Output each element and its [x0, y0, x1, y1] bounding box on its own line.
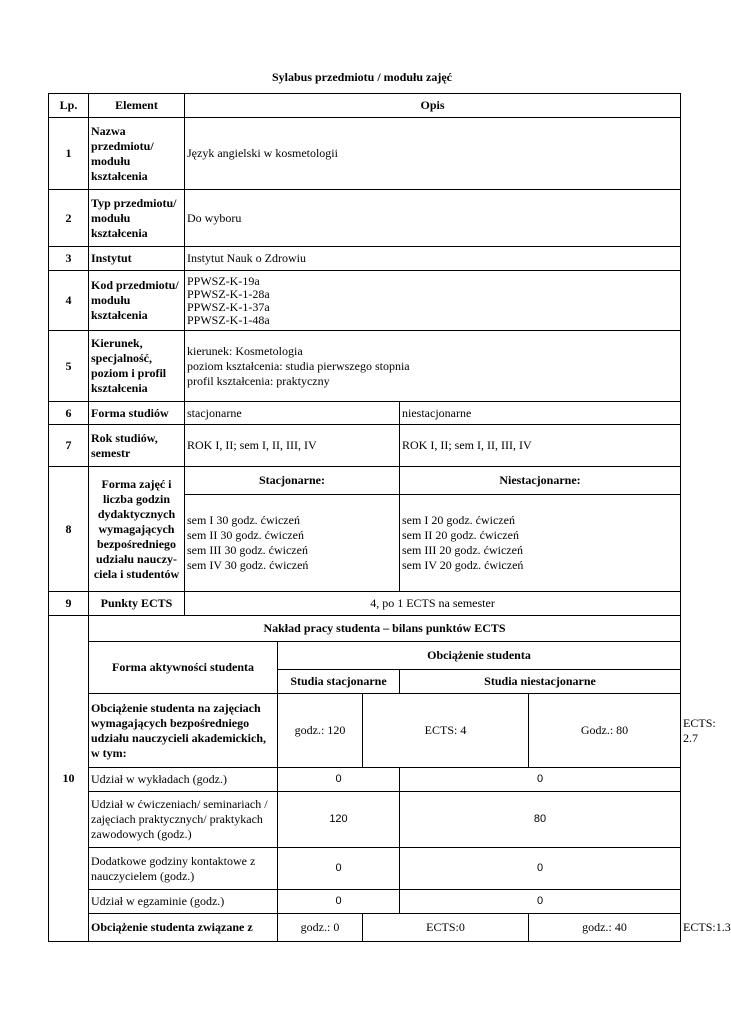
stac-godz: godz.: 0: [278, 914, 363, 942]
forma-aktywnosci-header: Forma aktywności studenta: [89, 642, 278, 694]
niestac-value: 80: [400, 792, 681, 848]
row-number: 7: [49, 425, 89, 467]
stac-godz: godz.: 120: [278, 694, 363, 768]
row-number: 3: [49, 247, 89, 271]
table-row: Obciążenie studenta związane z godz.: 0 ECTS:0 godz.: 40 ECTS:1.3: [49, 914, 681, 942]
table-row: Obciążenie studenta na zajęciach wymagających bezpośredniego udziału nauczycieli akademickich, w tym: godz.: 120 ECTS: 4 Godz.: 80 ECTS: 2.7: [49, 694, 681, 768]
niestac-godz: Godz.: 80: [529, 694, 681, 768]
table-header-row: [49, 94, 681, 118]
workload-label: Dodatkowe godziny kontaktowe z nauczycielem (godz.): [89, 848, 278, 890]
stac-value: 0: [278, 890, 400, 914]
syllabus-table: [48, 93, 731, 942]
table-row: [49, 768, 681, 792]
row-element: Forma zajęć i liczba godzin dydaktycznych wymagających bezpośredniego udziału nauczy-ciela i studentów: [89, 467, 185, 592]
table-row: [49, 190, 681, 247]
workload-label: Udział w wykładach (godz.): [89, 768, 278, 792]
row-element: Forma studiów: [89, 402, 185, 425]
row-element: Typ przedmiotu/ modułu kształcenia: [89, 190, 185, 247]
stac-value: 120: [278, 792, 400, 848]
row-number: 2: [49, 190, 89, 247]
row-element: Kierunek, specjalność, poziom i profil kształcenia: [89, 331, 185, 402]
row-number: 4: [49, 271, 89, 331]
header-lp: Lp.: [49, 94, 89, 118]
stac-ects: ECTS: 4: [363, 694, 529, 768]
row-niestacjonarne: ROK I, II; sem I, II, III, IV: [400, 425, 681, 467]
row-opis: 4, po 1 ECTS na semester: [185, 592, 681, 616]
row-opis: Język angielski w kosmetologii: [185, 118, 681, 190]
row-number: 1: [49, 118, 89, 190]
workload-label: Obciążenie studenta na zajęciach wymagających bezpośredniego udziału nauczycieli akademickich, w tym:: [89, 694, 278, 768]
table-row: [49, 402, 681, 425]
table-row: [49, 848, 681, 890]
row-stacjonarne: ROK I, II; sem I, II, III, IV: [185, 425, 400, 467]
workload-label: Udział w egzaminie (godz.): [89, 890, 278, 914]
row-niestacjonarne: sem I 20 godz. ćwiczeń sem II 20 godz. ćwiczeń sem III 20 godz. ćwiczeń sem IV 20 godz. ćwiczeń: [400, 495, 681, 592]
niestac-value: 0: [400, 848, 681, 890]
row-number: 5: [49, 331, 89, 402]
row-element: Punkty ECTS: [89, 592, 185, 616]
studia-stacjonarne-header: Studia stacjonarne: [278, 670, 400, 694]
row-opis: kierunek: Kosmetologia poziom kształcenia: studia pierwszego stopnia profil kształcenia: praktyczny: [185, 331, 681, 402]
workload-label: Udział w ćwiczeniach/ seminariach / zajęciach praktycznych/ praktykach zawodowych (godz.): [89, 792, 278, 848]
niestac-value: 0: [400, 890, 681, 914]
row-element: Rok studiów, semestr: [89, 425, 185, 467]
studia-niestacjonarne-header: Studia niestacjonarne: [400, 670, 681, 694]
table-row: [49, 118, 681, 190]
stac-ects: ECTS:0: [363, 914, 529, 942]
row-element: Instytut: [89, 247, 185, 271]
row-stacjonarne: sem I 30 godz. ćwiczeń sem II 30 godz. ćwiczeń sem III 30 godz. ćwiczeń sem IV 30 godz. ćwiczeń: [185, 495, 400, 592]
document-title: Sylabus przedmiotu / modułu zajęć: [271, 70, 452, 84]
table-row: [49, 890, 681, 914]
row-opis: Instytut Nauk o Zdrowiu: [185, 247, 681, 271]
stac-value: 0: [278, 848, 400, 890]
row-number: 10: [49, 616, 89, 942]
row-stacjonarne: stacjonarne: [185, 402, 400, 425]
table-row: [49, 247, 681, 271]
row-number: 9: [49, 592, 89, 616]
niestac-value: 0: [400, 768, 681, 792]
niestac-godz: godz.: 40: [529, 914, 681, 942]
workload-heading-row: [49, 616, 681, 642]
table-row: [49, 467, 681, 495]
workload-label: Obciążenie studenta związane z: [89, 914, 278, 942]
row-opis: Do wyboru: [185, 190, 681, 247]
row-opis: PPWSZ-K-19a PPWSZ-K-1-28a PPWSZ-K-1-37a PPWSZ-K-1-48a: [185, 271, 681, 331]
stac-value: 0: [278, 768, 400, 792]
niestacjonarne-header: Niestacjonarne:: [400, 467, 681, 495]
table-row: [49, 792, 681, 848]
stacjonarne-header: Stacjonarne:: [185, 467, 400, 495]
workload-heading: Nakład pracy studenta – bilans punktów ECTS: [89, 616, 681, 642]
header-element: Element: [89, 94, 185, 118]
table-row: [49, 592, 681, 616]
table-row: [49, 425, 681, 467]
row-element: Kod przedmiotu/ modułu kształcenia: [89, 271, 185, 331]
table-row: [49, 271, 681, 331]
table-row: [49, 331, 681, 402]
row-element: Nazwa przedmiotu/ modułu kształcenia: [89, 118, 185, 190]
row-niestacjonarne: niestacjonarne: [400, 402, 681, 425]
obciazenie-header: Obciążenie studenta: [278, 642, 681, 670]
row-number: 6: [49, 402, 89, 425]
header-opis: Opis: [185, 94, 681, 118]
workload-subheader-row: [49, 642, 681, 670]
row-number: 8: [49, 467, 89, 592]
